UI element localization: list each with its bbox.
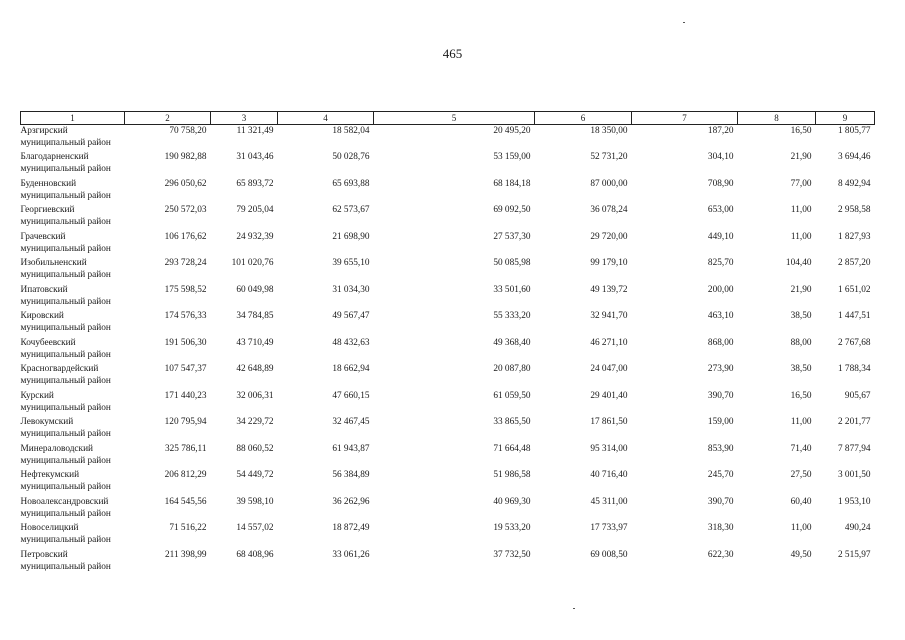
value-cell: 46 271,10: [590, 337, 628, 348]
table-row: [21, 363, 875, 390]
district-type: муниципальный район: [20, 376, 111, 386]
district-cell: [21, 363, 125, 390]
table-row: [21, 416, 875, 443]
value-cell: 2 515,97: [837, 549, 871, 560]
district-name: Ипатовский: [20, 284, 68, 295]
value-cell: 62 573,67: [332, 205, 370, 215]
value-cell: 79 205,04: [236, 205, 274, 215]
table-header-row: [21, 112, 875, 125]
district-name: Кировский: [20, 311, 64, 321]
value-cell: 1 651,02: [837, 284, 871, 295]
table-row: [21, 204, 875, 231]
value-cell: 159,00: [707, 417, 734, 427]
value-cell: 99 179,10: [590, 258, 628, 268]
value-cell: 18 662,94: [332, 364, 370, 374]
value-cell: 16,50: [790, 126, 812, 136]
district-cell: [21, 469, 125, 496]
value-cell: 171 440,23: [164, 390, 207, 401]
value-cell: 33 061,26: [332, 549, 370, 560]
district-name: Красногвардейский: [20, 364, 99, 374]
district-type: муниципальный район: [20, 349, 111, 360]
table-row: [21, 231, 875, 258]
value-cell: 53 159,00: [493, 152, 531, 162]
value-cell: 71 516,22: [169, 523, 207, 533]
value-cell: 55 333,20: [493, 311, 531, 321]
value-cell: 69 008,50: [590, 549, 628, 560]
value-cell: 40 969,30: [493, 496, 531, 507]
value-cell: 296 050,62: [164, 178, 207, 189]
district-type: муниципальный район: [20, 138, 111, 148]
value-cell: 187,20: [707, 126, 734, 136]
value-cell: 42 648,89: [236, 364, 274, 374]
value-cell: 34 784,85: [236, 311, 274, 321]
district-name: Петровский: [20, 549, 68, 560]
district-name: Нефтекумский: [20, 470, 80, 480]
value-cell: 200,00: [707, 284, 734, 295]
district-cell: [21, 125, 125, 152]
value-cell: 31 034,30: [332, 284, 370, 295]
table-body: [21, 125, 875, 576]
district-name: Левокумский: [20, 417, 74, 427]
value-cell: 7 877,94: [837, 443, 871, 454]
column-header: 7: [632, 112, 738, 125]
value-cell: 250 572,03: [164, 205, 207, 215]
district-name: Изобильненский: [20, 258, 87, 268]
value-cell: 390,70: [707, 390, 734, 401]
value-cell: 14 557,02: [236, 523, 274, 533]
district-cell: [21, 310, 125, 337]
district-cell: [21, 443, 125, 470]
value-cell: 463,10: [707, 311, 734, 321]
column-header: 3: [211, 112, 278, 125]
value-cell: 33 501,60: [493, 284, 531, 295]
value-cell: 48 432,63: [332, 337, 370, 348]
value-cell: 21 698,90: [332, 231, 370, 242]
value-cell: 174 576,33: [164, 311, 207, 321]
district-name: Благодарненский: [20, 152, 89, 162]
district-name: Буденновский: [20, 178, 77, 189]
value-cell: 273,90: [707, 364, 734, 374]
district-type: муниципальный район: [20, 270, 111, 280]
column-header: 4: [278, 112, 374, 125]
value-cell: 3 694,46: [837, 152, 871, 162]
column-header: 9: [816, 112, 875, 125]
value-cell: 61 059,50: [493, 390, 531, 401]
value-cell: 20 495,20: [493, 126, 531, 136]
value-cell: 68 184,18: [493, 178, 531, 189]
column-header: 2: [125, 112, 211, 125]
value-cell: 106 176,62: [164, 231, 207, 242]
value-cell: 622,30: [707, 549, 734, 560]
value-cell: 2 767,68: [837, 337, 871, 348]
value-cell: 71,40: [790, 443, 812, 454]
value-cell: 1 827,93: [837, 231, 871, 242]
value-cell: 11,00: [790, 205, 812, 215]
value-cell: 19 533,20: [493, 523, 531, 533]
value-cell: 51 986,58: [493, 470, 531, 480]
value-cell: 49,50: [790, 549, 812, 560]
value-cell: 61 943,87: [332, 443, 370, 454]
value-cell: 11,00: [790, 417, 812, 427]
value-cell: 190 982,88: [164, 152, 207, 162]
value-cell: 325 786,11: [165, 443, 207, 454]
value-cell: 36 262,96: [332, 496, 370, 507]
value-cell: 36 078,24: [590, 205, 628, 215]
value-cell: 853,90: [707, 443, 734, 454]
value-cell: 32 467,45: [332, 417, 370, 427]
value-cell: 68 408,96: [236, 549, 274, 560]
district-type: муниципальный район: [20, 164, 111, 174]
value-cell: 164 545,56: [164, 496, 207, 507]
value-cell: 490,24: [844, 523, 871, 533]
value-cell: 49 368,40: [493, 337, 531, 348]
value-cell: 65 693,88: [332, 178, 370, 189]
value-cell: 69 092,50: [493, 205, 531, 215]
district-type: муниципальный район: [20, 561, 111, 572]
value-cell: 88 060,52: [236, 443, 274, 454]
value-cell: 11,00: [790, 523, 812, 533]
district-name: Новоалександровский: [20, 496, 109, 507]
value-cell: 38,50: [790, 311, 812, 321]
district-name: Минераловодский: [20, 443, 94, 454]
table-row: [21, 310, 875, 337]
value-cell: 11 321,49: [236, 126, 274, 136]
table-row: [21, 257, 875, 284]
value-cell: 24 047,00: [590, 364, 628, 374]
value-cell: 2 958,58: [837, 205, 871, 215]
value-cell: 39 655,10: [332, 258, 370, 268]
value-cell: 191 506,30: [164, 337, 207, 348]
district-type: муниципальный район: [20, 402, 111, 413]
value-cell: 304,10: [707, 152, 734, 162]
value-cell: 107 547,37: [164, 364, 207, 374]
district-type: муниципальный район: [20, 296, 111, 307]
value-cell: 1 788,34: [837, 364, 871, 374]
value-cell: 17 861,50: [590, 417, 628, 427]
value-cell: 1 953,10: [837, 496, 871, 507]
district-name: Грачевский: [20, 231, 66, 242]
district-cell: [21, 231, 125, 258]
table-row: [21, 284, 875, 311]
value-cell: 18 582,04: [332, 126, 370, 136]
district-name: Георгиевский: [20, 205, 75, 215]
district-type: муниципальный район: [20, 535, 111, 545]
value-cell: 50 085,98: [493, 258, 531, 268]
value-cell: 40 716,40: [590, 470, 628, 480]
value-cell: 95 314,00: [590, 443, 628, 454]
value-cell: 868,00: [707, 337, 734, 348]
district-cell: [21, 178, 125, 205]
value-cell: 27,50: [790, 470, 812, 480]
value-cell: 211 398,99: [165, 549, 207, 560]
district-type: муниципальный район: [20, 429, 111, 439]
table-row: [21, 390, 875, 417]
value-cell: 52 731,20: [590, 152, 628, 162]
value-cell: 16,50: [790, 390, 812, 401]
value-cell: 21,90: [790, 284, 812, 295]
district-name: Кочубеевский: [20, 337, 76, 348]
value-cell: 87 000,00: [590, 178, 628, 189]
district-name: Курский: [20, 390, 54, 401]
district-type: муниципальный район: [20, 323, 111, 333]
district-type: муниципальный район: [20, 243, 111, 254]
value-cell: 32 941,70: [590, 311, 628, 321]
scan-speck: [573, 608, 575, 609]
value-cell: 49 139,72: [590, 284, 628, 295]
district-cell: [21, 496, 125, 523]
district-type: муниципальный район: [20, 217, 111, 227]
district-cell: [21, 416, 125, 443]
district-cell: [21, 151, 125, 178]
column-header: 5: [374, 112, 535, 125]
value-cell: 34 229,72: [236, 417, 274, 427]
value-cell: 77,00: [790, 178, 812, 189]
value-cell: 175 598,52: [164, 284, 207, 295]
value-cell: 60 049,98: [236, 284, 274, 295]
value-cell: 88,00: [790, 337, 812, 348]
district-cell: [21, 284, 125, 311]
district-cell: [21, 257, 125, 284]
value-cell: 2 201,77: [837, 417, 871, 427]
district-cell: [21, 549, 125, 576]
value-cell: 18 350,00: [590, 126, 628, 136]
value-cell: 293 728,24: [164, 258, 207, 268]
value-cell: 49 567,47: [332, 311, 370, 321]
value-cell: 17 733,97: [590, 523, 628, 533]
value-cell: 245,70: [707, 470, 734, 480]
table-row: [21, 178, 875, 205]
value-cell: 33 865,50: [493, 417, 531, 427]
table-row: [21, 496, 875, 523]
value-cell: 104,40: [785, 258, 812, 268]
value-cell: 11,00: [790, 231, 812, 242]
value-cell: 71 664,48: [493, 443, 531, 454]
table-row: [21, 125, 875, 152]
district-cell: [21, 337, 125, 364]
value-cell: 206 812,29: [164, 470, 207, 480]
column-header: 1: [21, 112, 125, 125]
value-cell: 29 720,00: [590, 231, 628, 242]
value-cell: 47 660,15: [332, 390, 370, 401]
table-row: [21, 443, 875, 470]
value-cell: 8 492,94: [837, 178, 871, 189]
value-cell: 825,70: [707, 258, 734, 268]
value-cell: 3 001,50: [837, 470, 871, 480]
value-cell: 653,00: [707, 205, 734, 215]
table-row: [21, 549, 875, 576]
value-cell: 24 932,39: [236, 231, 274, 242]
page-number: 465: [442, 46, 463, 61]
district-cell: [21, 522, 125, 549]
district-type: муниципальный район: [20, 482, 111, 492]
value-cell: 905,67: [844, 390, 871, 401]
value-cell: 1 447,51: [837, 311, 871, 321]
value-cell: 29 401,40: [590, 390, 628, 401]
value-cell: 45 311,00: [590, 496, 628, 507]
table-row: [21, 337, 875, 364]
value-cell: 50 028,76: [332, 152, 370, 162]
district-type: муниципальный район: [20, 455, 111, 466]
value-cell: 60,40: [790, 496, 812, 507]
column-header: 8: [738, 112, 816, 125]
table-row: [21, 522, 875, 549]
value-cell: 2 857,20: [837, 258, 871, 268]
value-cell: 18 872,49: [332, 523, 370, 533]
value-cell: 38,50: [790, 364, 812, 374]
district-type: муниципальный район: [20, 190, 111, 201]
value-cell: 21,90: [790, 152, 812, 162]
value-cell: 101 020,76: [231, 258, 274, 268]
value-cell: 318,30: [707, 523, 734, 533]
budget-table: [20, 111, 875, 575]
scan-speck: [683, 22, 685, 23]
district-name: Новоселицкий: [20, 523, 79, 533]
value-cell: 31 043,46: [236, 152, 274, 162]
value-cell: 37 732,50: [493, 549, 531, 560]
district-name: Арзгирский: [20, 126, 68, 136]
table-row: [21, 469, 875, 496]
value-cell: 449,10: [707, 231, 734, 242]
value-cell: 27 537,30: [493, 231, 531, 242]
value-cell: 56 384,89: [332, 470, 370, 480]
value-cell: 39 598,10: [236, 496, 274, 507]
district-cell: [21, 204, 125, 231]
value-cell: 120 795,94: [164, 417, 207, 427]
district-type: муниципальный район: [20, 508, 111, 519]
column-header: 6: [535, 112, 632, 125]
value-cell: 390,70: [707, 496, 734, 507]
table-row: [21, 151, 875, 178]
value-cell: 70 758,20: [169, 126, 207, 136]
value-cell: 43 710,49: [236, 337, 274, 348]
value-cell: 20 087,80: [493, 364, 531, 374]
value-cell: 32 006,31: [236, 390, 274, 401]
value-cell: 1 805,77: [837, 126, 871, 136]
district-cell: [21, 390, 125, 417]
value-cell: 708,90: [707, 178, 734, 189]
value-cell: 54 449,72: [236, 470, 274, 480]
value-cell: 65 893,72: [236, 178, 274, 189]
